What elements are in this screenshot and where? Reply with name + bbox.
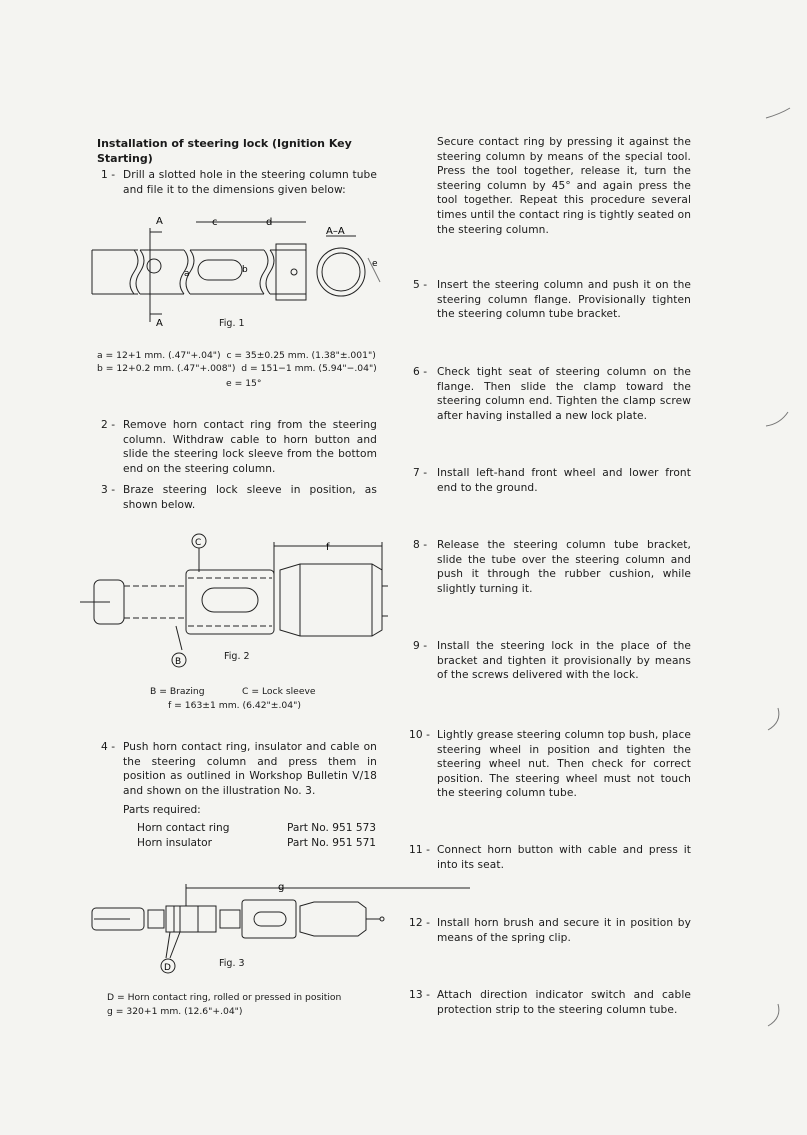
step-text: Attach direction indicator switch and cable protection strip to the steering column tube. (437, 989, 691, 1016)
step-text: Remove horn contact ring from the steering column. Withdraw cable to horn button and slide the steering lock sleeve from the bottom end on the steering column. (123, 419, 377, 475)
step-number: 1 - (101, 169, 116, 181)
parts-row (123, 821, 383, 836)
fig1-label-a-bottom: A (156, 318, 163, 329)
part-number: Part No. 951 571 (287, 837, 377, 849)
fig2-caption: Fig. 2 (224, 651, 250, 662)
fig1-label-b: b (242, 265, 248, 275)
fig2-drawing (80, 530, 390, 670)
step-13 (409, 988, 691, 1017)
step-2 (101, 418, 377, 476)
step-text: Connect horn button with cable and press it into its seat. (437, 844, 691, 871)
step-text: Install left-hand front wheel and lower front end to the ground. (437, 467, 691, 494)
dim-e: e = 15° (226, 378, 262, 389)
fig1-label-d: d (266, 217, 273, 228)
step-number: 13 - (409, 989, 431, 1001)
fig1-label-c: c (212, 217, 218, 228)
step-number: 9 - (413, 640, 428, 652)
fig1-label-section: A–A (326, 226, 345, 237)
step-text: Install the steering lock in the place of the bracket and tighten it provisionally by means of the screws delivered with the lock. (437, 640, 691, 682)
fig2-label-f: f (326, 542, 330, 553)
fig3-label-d: D (164, 963, 171, 973)
edge-mark (768, 1004, 779, 1026)
step-text: Insert the steering column and push it on the steering column flange. Provisionally tighten the steering column tube bracket. (437, 279, 691, 321)
part-number: Part No. 951 573 (287, 822, 377, 834)
step-number: 12 - (409, 917, 431, 929)
parts-row (123, 836, 383, 851)
fig1-drawing (88, 210, 388, 330)
step-10 (409, 728, 691, 801)
step-1 (101, 168, 377, 197)
step-number: 3 - (101, 484, 116, 496)
step-text: Drill a slotted hole in the steering column tube and file it to the dimensions given below: (123, 169, 377, 196)
part-name: Horn contact ring (137, 822, 230, 834)
step-3 (101, 483, 377, 512)
step-number: 10 - (409, 729, 431, 741)
dim-c: c = 35±0.25 mm. (1.38"±.001") (226, 350, 376, 361)
step-text: Install horn brush and secure it in position by means of the spring clip. (437, 917, 691, 944)
step-text: Push horn contact ring, insulator and cable on the steering column and press them in position as outlined in Workshop Bulletin V/18 and shown on the illustration No. 3. (123, 741, 377, 797)
edge-mark (768, 708, 779, 730)
fig1-label-e: e (372, 259, 378, 269)
step-7 (413, 466, 691, 495)
fig2-legend-f: f = 163±1 mm. (6.42"±.04") (168, 700, 301, 711)
step-11 (409, 843, 691, 872)
part-name: Horn insulator (137, 837, 213, 849)
step-4 (101, 740, 377, 798)
dim-d: d = 151−1 mm. (5.94"−.04") (241, 363, 377, 374)
step-text: Check tight seat of steering column on the flange. Then slide the clamp toward the steering column end. Tighten the clamp screw after having installed a new lock plate. (437, 366, 691, 422)
edge-marks (760, 90, 800, 1050)
dim-b: b = 12+0.2 mm. (.47"+.008") (97, 363, 236, 374)
step-9 (413, 639, 691, 683)
parts-required (123, 803, 383, 851)
section-heading: Installation of steering lock (Ignition Key Starting) (97, 137, 352, 165)
fig1-label-a: a (184, 269, 190, 279)
step-text: Braze steering lock sleeve in position, as shown below. (123, 484, 377, 511)
step-number: 6 - (413, 366, 428, 378)
parts-title: Parts required: (123, 804, 201, 816)
step-number: 4 - (101, 741, 116, 753)
step-12 (409, 916, 691, 945)
fig3-legend-d: D = Horn contact ring, rolled or pressed in position (107, 992, 342, 1003)
step-number: 11 - (409, 844, 431, 856)
step-number: 2 - (101, 419, 116, 431)
step-text: Release the steering column tube bracket, slide the tube over the steering column and push it through the rubber cushion, while slightly turning it. (437, 539, 691, 595)
step-text: Lightly grease steering column top bush, place steering wheel in position and tighten the steering wheel nut. Then check for correct position. The steering wheel must not touch the steering column tube. (437, 729, 691, 800)
dim-a: a = 12+1 mm. (.47"+.04") (97, 350, 221, 361)
fig2-legend-c: C = Lock sleeve (242, 686, 316, 697)
right-intro: Secure contact ring by pressing it against the steering column by means of the special tool. Press the tool together, release it, turn the steering column by 45° and again press the tool together. Repeat this procedure several times until the contact ring is tightly seated on the steering column. (437, 136, 692, 236)
step-6 (413, 365, 691, 423)
edge-mark (766, 412, 788, 426)
fig2-label-b: B (175, 657, 182, 667)
step-5 (413, 278, 691, 322)
fig2-legend-b: B = Brazing (150, 686, 205, 697)
fig3-legend-g: g = 320+1 mm. (12.6"+.04") (107, 1006, 243, 1017)
edge-mark (766, 108, 790, 118)
step-number: 7 - (413, 467, 428, 479)
fig2-label-c: C (195, 538, 202, 548)
step-8 (413, 538, 691, 596)
fig3-label-g: g (278, 882, 285, 893)
step-number: 8 - (413, 539, 428, 551)
fig1-label-a-top: A (156, 216, 163, 227)
fig3-caption: Fig. 3 (219, 958, 245, 969)
fig1-caption: Fig. 1 (219, 318, 245, 329)
step-number: 5 - (413, 279, 428, 291)
fig1-dimensions (97, 349, 387, 375)
